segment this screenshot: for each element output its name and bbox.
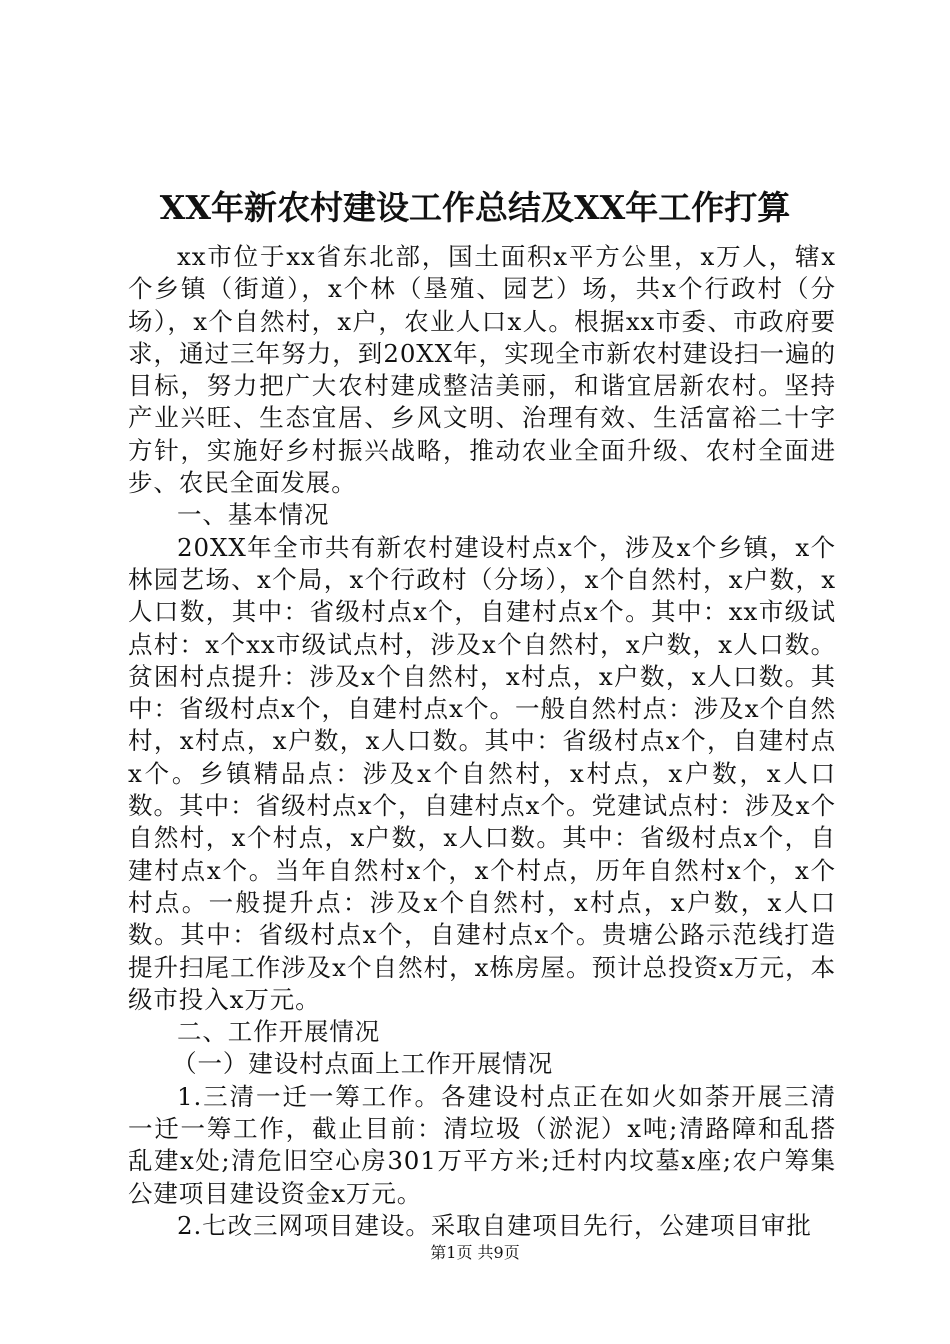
document-body xyxy=(128,241,836,1242)
page-number-footer: 第1页 共9页 xyxy=(430,1243,520,1262)
work-item-1-paragraph: 1.三清一迁一筹工作。各建设村点正在如火如荼开展三清一迁一筹工作，截止目前：清垃圾（淤泥）x吨;清路障和乱搭乱建x处;清危旧空心房301万平方米;迁村内坟墓x座;农户筹集公建项目建设资金x万元。 xyxy=(128,1081,836,1208)
section-heading-basic: 一、基本情况 xyxy=(177,500,330,530)
work-item-2-paragraph: 2.七改三网项目建设。采取自建项目先行，公建项目审批 xyxy=(177,1210,812,1240)
intro-paragraph: xx市位于xx省东北部，国土面积x平方公里，x万人，辖x个乡镇（街道），x个林（垦殖、园艺）场，共x个行政村（分场），x个自然村，x户，农业人口x人。根据xx市委、市政府要求，通过三年努力，到20XX年，实现全市新农村建设扫一遍的目标，努力把广大农村建成整洁美丽，和谐宜居新农村。坚持产业兴旺、生态宜居、乡风文明、治理有效、生活富裕二十字方针，实施好乡村振兴战略，推动农业全面升级、农村全面进步、农民全面发展。 xyxy=(128,242,836,498)
subsection-heading: （一）建设村点面上工作开展情况 xyxy=(172,1049,554,1079)
section-heading-work: 二、工作开展情况 xyxy=(177,1017,381,1047)
basic-situation-paragraph: 20XX年全市共有新农村建设村点x个，涉及x个乡镇，x个林园艺场、x个局，x个行政村（分场），x个自然村，x户数，x人口数，其中：省级村点x个，自建村点x个。其中：xx市级试点村：x个xx市级试点村，涉及x个自然村，x户数，x人口数。贫困村点提升：涉及x个自然村，x村点，x户数，x人口数。其中：省级村点x个，自建村点x个。一般自然村点：涉及x个自然村，x村点，x户数，x人口数。其中：省级村点x个，自建村点x个。乡镇精品点：涉及x个自然村，x村点，x户数，x人口数。其中：省级村点x个，自建村点x个。党建试点村：涉及x个自然村，x个村点，x户数，x人口数。其中：省级村点x个，自建村点x个。当年自然村x个，x个村点，历年自然村x个，x个村点。一般提升点：涉及x个自然村，x村点，x户数，x人口数。其中：省级村点x个，自建村点x个。贵塘公路示范线打造提升扫尾工作涉及x个自然村，x栋房屋。预计总投资x万元，本级市投入x万元。 xyxy=(128,532,836,1014)
document-title: XX年新农村建设工作总结及XX年工作打算 xyxy=(159,188,791,227)
